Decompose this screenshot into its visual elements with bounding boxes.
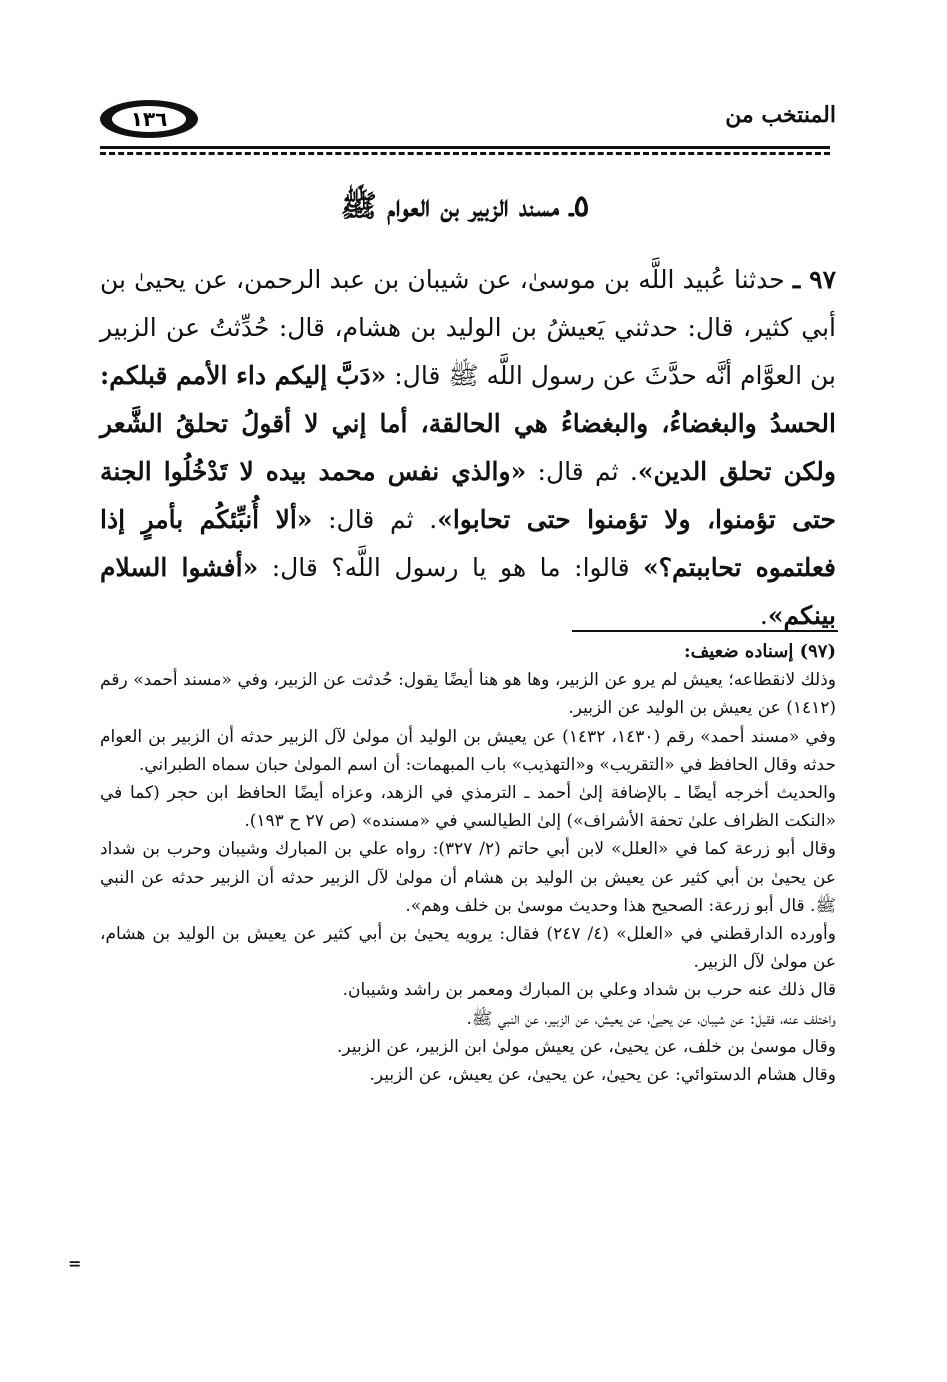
- hadith-quote: «دَبَّ إليكم داء الأمم قبلكم: الحسدُ والبغضاءُ، والبغضاءُ هي الحالقة، أما إني لا أقولُ تحلقُ الشَّعر ولكن تحلق الدين»: [100, 361, 836, 486]
- hadith-body: [100, 256, 836, 640]
- footnote-paragraph: وذلك لانقطاعه؛ يعيش لم يرو عن الزبير، وها هو هنا أيضًا يقول: حُدثت عن الزبير، وفي «مسند أحمد» رقم (١٤١٢) عن يعيش بن الوليد عن الزبير.: [100, 670, 836, 719]
- footnote-paragraph: وقال هشام الدستوائي: عن يحيىٰ، عن يحيىٰ، عن يعيش، عن الزبير.: [369, 1065, 836, 1086]
- hadith-text: . ثم قال:: [537, 457, 638, 486]
- footnote-paragraph: وقال موسىٰ بن خلف، عن يحيىٰ، عن يعيش مولىٰ ابن الزبير، عن الزبير.: [337, 1036, 836, 1057]
- footnote-heading: (٩٧) إسناده ضعيف:: [683, 641, 836, 662]
- page-header: [100, 96, 836, 144]
- hadith-quote: «ألا أُنبِّئكُم بأمرٍ إذا فعلتموه تحاببتم؟»: [100, 505, 836, 582]
- footnote-divider: [572, 630, 838, 632]
- book-title: المنتخب من: [725, 102, 836, 128]
- footnote-paragraph: واختلف عنه، فقيل: عن شيبان، عن يحيىٰ، عن يعيش، عن الزبير، عن النبي ﷺ.: [466, 1008, 836, 1029]
- hadith-text: قالوا: ما هو يا رسول اللَّه؟ قال:: [271, 553, 630, 582]
- footnote-paragraph: وقال أبو زرعة كما في «العلل» لابن أبي حاتم (٢/ ٣٢٧): رواه علي بن المبارك وشيبان وحرب بن شداد عن يحيىٰ بن أبي كثير عن يعيش بن الوليد بن هشام أن مولىٰ لآل الزبير حدثه أن الزبير حدثه عن النبي ﷺ. قال أبو زرعة: الصحيح هذا وحديث موسىٰ بن خلف وهم».: [100, 839, 836, 916]
- hadith-quote: «والذي نفس محمد بيده لا تَدْخُلُوا الجنة حتى تؤمنوا، ولا تؤمنوا حتى تحابوا»: [100, 457, 837, 534]
- hadith-number: ٩٧ ـ: [792, 265, 836, 294]
- continuation-mark: =: [68, 1254, 82, 1273]
- footnote-paragraph: والحديث أخرجه أيضًا ـ بالإضافة إلىٰ أحمد ـ الترمذي في الزهد، وعزاه أيضًا الحافظ ابن حجر (كما في «النكت الظراف علىٰ تحفة الأشراف») إلىٰ الطيالسي في «مسنده» (ص ٢٧ ح ١٩٣).: [100, 783, 836, 832]
- hadith-quote: «أفشوا السلام بينكم»: [100, 553, 836, 630]
- footnotes: [100, 638, 836, 1089]
- footnote-paragraph: وأورده الدارقطني في «العلل» (٤/ ٢٤٧) فقال: يرويه يحيىٰ بن أبي كثير عن يعيش بن الوليد بن هشام، عن مولىٰ لآل الزبير.: [100, 924, 836, 973]
- hadith-text: .: [759, 601, 768, 630]
- hadith-paragraph: [100, 256, 836, 640]
- hadith-text: . ثم قال:: [328, 505, 438, 534]
- section-title: ٥ـ مسند الزبير بن العوام ﷺ: [340, 189, 590, 224]
- footnote-paragraph: وفي «مسند أحمد» رقم (١٤٣٠، ١٤٣٢) عن يعيش بن الوليد أن مولىٰ لآل الزبير حدثه أن الزبير بن العوام حدثه وقال الحافظ في «التقريب» و«التهذيب» باب المبهمات: أن اسم المولىٰ حبان سماه الطبراني.: [100, 726, 837, 775]
- hadith-text: حدثنا عُبيد اللَّه بن موسىٰ، عن شيبان بن عبد الرحمن، عن يحيىٰ بن أبي كثير، قال: حدثني يَعيشُ بن الوليد بن هشام، قال: حُدِّثتُ عن الزبير بن العوَّام أنَّه حدَّثَ عن رسول اللَّه ﷺ قال:: [100, 265, 836, 390]
- footnote-paragraph: قال ذلك عنه حرب بن شداد وعلي بن المبارك ومعمر بن راشد وشيبان.: [342, 980, 836, 1001]
- page-number-badge: [100, 100, 198, 138]
- header-divider: [100, 146, 830, 155]
- page-number: ١٣٦: [112, 106, 186, 132]
